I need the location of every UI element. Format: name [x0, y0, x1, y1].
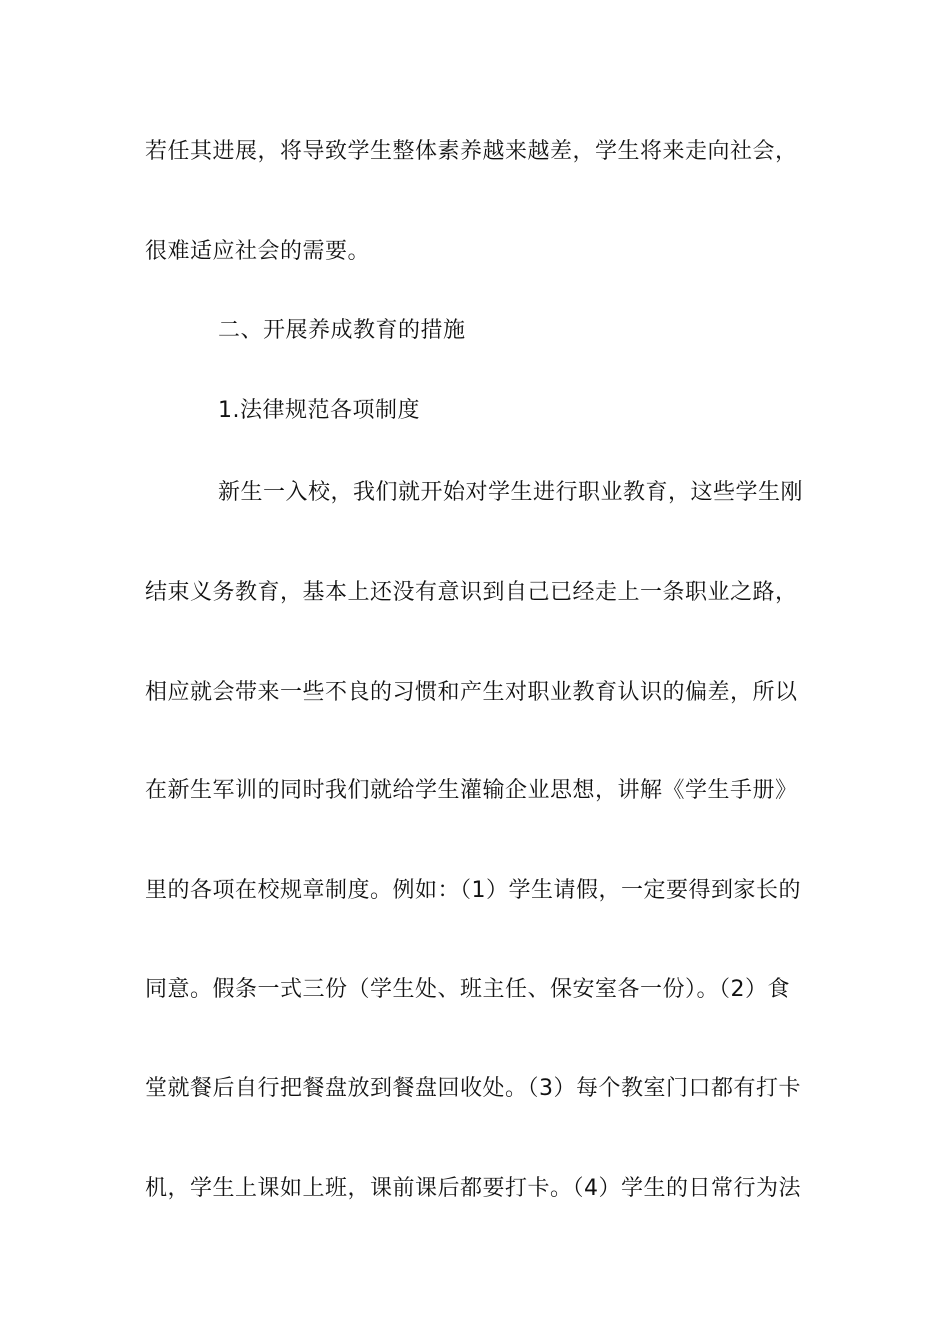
paragraph-line: 很难适应社会的需要。 — [145, 239, 371, 264]
section-heading: 二、开展养成教育的措施 — [218, 318, 466, 343]
paragraph-line: 堂就餐后自行把餐盘放到餐盘回收处。（3）每个教室门口都有打卡 — [145, 1076, 801, 1101]
paragraph-line: 若任其进展，将导致学生整体素养越来越差，学生将来走向社会， — [145, 139, 798, 164]
paragraph-line: 相应就会带来一些不良的习惯和产生对职业教育认识的偏差，所以 — [145, 680, 798, 705]
paragraph-line: 里的各项在校规章制度。例如：（1）学生请假，一定要得到家长的 — [145, 878, 801, 903]
subsection-heading: 1.法律规范各项制度 — [218, 398, 420, 423]
paragraph-line: 结束义务教育，基本上还没有意识到自己已经走上一条职业之路， — [145, 580, 798, 605]
paragraph-line: 新生一入校，我们就开始对学生进行职业教育，这些学生刚 — [218, 480, 804, 505]
paragraph-line: 在新生军训的同时我们就给学生灌输企业思想，讲解《学生手册》 — [145, 778, 798, 803]
paragraph-line: 机，学生上课如上班，课前课后都要打卡。（4）学生的日常行为法 — [145, 1176, 801, 1201]
paragraph-line: 同意。假条一式三份（学生处、班主任、保安室各一份）。（2）食 — [145, 977, 790, 1002]
